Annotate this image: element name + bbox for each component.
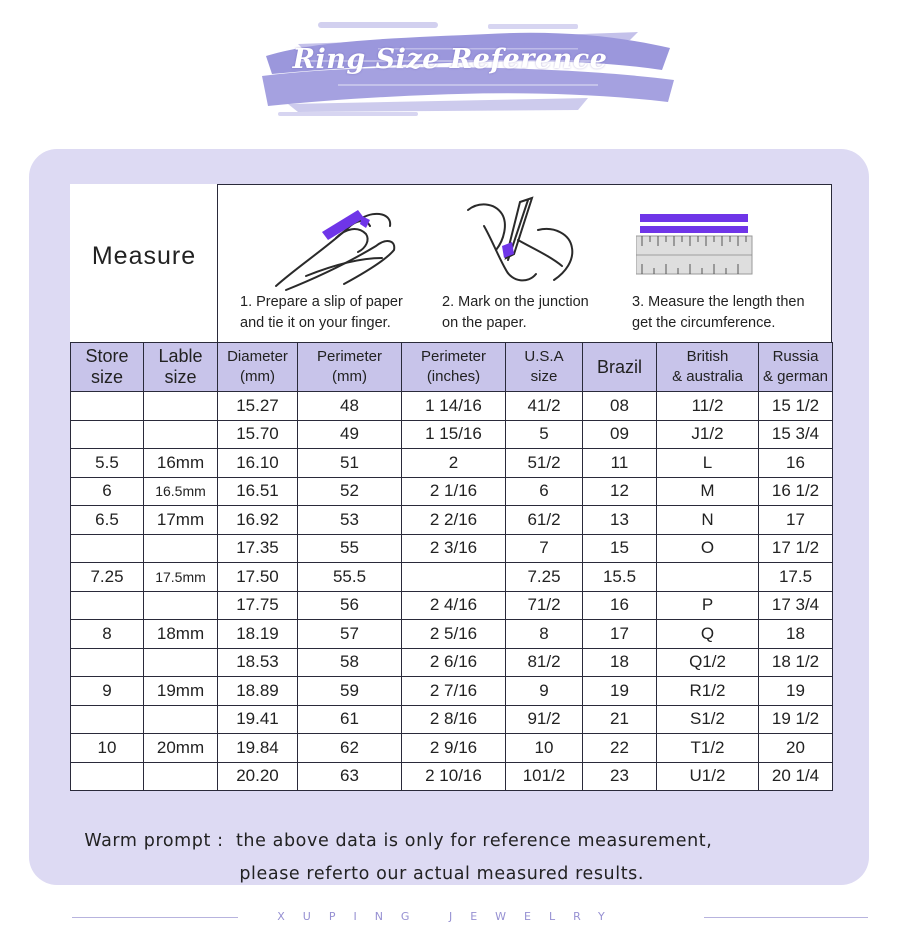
table-cell: 15.5 (583, 563, 657, 592)
table-row (71, 648, 833, 677)
table-cell: 17 3/4 (759, 591, 833, 620)
table-cell: 11 (583, 449, 657, 478)
table-cell: 19 (759, 677, 833, 706)
table-row (71, 506, 833, 535)
table-cell: 59 (298, 677, 402, 706)
table-cell: 20 (759, 734, 833, 763)
table-cell: 15 1/2 (759, 392, 833, 421)
table-cell: 2 1/16 (402, 477, 506, 506)
table-cell (71, 762, 144, 791)
table-cell: 56 (298, 591, 402, 620)
column-header-line: & german (762, 368, 829, 385)
table-cell: 9 (71, 677, 144, 706)
table-cell: O (657, 534, 759, 563)
table-cell: 53 (298, 506, 402, 535)
table-cell: 18mm (144, 620, 218, 649)
table-cell: 08 (583, 392, 657, 421)
column-header (506, 343, 583, 392)
table-cell: 6 (71, 477, 144, 506)
column-header-line: U.S.A (524, 348, 564, 365)
table-cell: 16 1/2 (759, 477, 833, 506)
table-row (71, 620, 833, 649)
column-header-line: Perimeter (316, 348, 383, 365)
table-cell: 48 (298, 392, 402, 421)
table-cell: 17.50 (218, 563, 298, 592)
table-cell (71, 591, 144, 620)
column-header-line: Lable (158, 346, 203, 366)
ruler-icon (636, 212, 756, 278)
table-cell: 19 (583, 677, 657, 706)
table-cell (71, 705, 144, 734)
table-cell: 5 (506, 420, 583, 449)
table-row (71, 762, 833, 791)
table-cell: 62 (298, 734, 402, 763)
table-cell: P (657, 591, 759, 620)
table-cell: 61/2 (506, 506, 583, 535)
table-cell: 20mm (144, 734, 218, 763)
column-header-line: British (686, 348, 729, 365)
step-3-text (632, 292, 805, 334)
table-cell: 2 6/16 (402, 648, 506, 677)
footer-brand: XUPING JEWELRY (277, 910, 623, 923)
table-cell: 19 1/2 (759, 705, 833, 734)
table-cell: 18 1/2 (759, 648, 833, 677)
table-cell: 7.25 (506, 563, 583, 592)
column-header (657, 343, 759, 392)
table-cell (144, 648, 218, 677)
ring-size-table (70, 342, 833, 791)
step-1-line1: 1. Prepare a slip of paper (240, 294, 403, 310)
table-cell: 19.84 (218, 734, 298, 763)
hand-pen-mark-icon (458, 190, 588, 290)
table-cell (144, 705, 218, 734)
table-cell: 18 (759, 620, 833, 649)
table-cell (144, 762, 218, 791)
table-cell: 52 (298, 477, 402, 506)
table-cell: 23 (583, 762, 657, 791)
table-cell: 16.10 (218, 449, 298, 478)
page-title: Ring Size Reference (292, 44, 608, 75)
table-cell: 11/2 (657, 392, 759, 421)
step-2-text (442, 292, 589, 334)
table-cell (71, 420, 144, 449)
table-cell: 18 (583, 648, 657, 677)
column-header (583, 343, 657, 392)
table-cell (71, 392, 144, 421)
table-cell: 16.5mm (144, 477, 218, 506)
table-cell: 7 (506, 534, 583, 563)
table-row (71, 677, 833, 706)
table-cell: 20.20 (218, 762, 298, 791)
table-row (71, 591, 833, 620)
table-cell: 2 4/16 (402, 591, 506, 620)
table-cell: 1 15/16 (402, 420, 506, 449)
column-header-line: size (530, 368, 558, 385)
table-row (71, 534, 833, 563)
table-cell: 17mm (144, 506, 218, 535)
column-header-line: & australia (672, 368, 743, 385)
table-cell: 5.5 (71, 449, 144, 478)
table-row (71, 563, 833, 592)
table-row (71, 420, 833, 449)
step-3-line1: 3. Measure the length then (632, 294, 805, 310)
table-cell (144, 392, 218, 421)
table-cell: 2 7/16 (402, 677, 506, 706)
table-cell: 57 (298, 620, 402, 649)
table-cell: 16 (759, 449, 833, 478)
table-cell: Q1/2 (657, 648, 759, 677)
table-cell: 49 (298, 420, 402, 449)
table-cell: 13 (583, 506, 657, 535)
hand-paper-strip-icon (266, 198, 416, 294)
table-cell: 17 1/2 (759, 534, 833, 563)
table-cell: 17.75 (218, 591, 298, 620)
table-cell: N (657, 506, 759, 535)
table-row (71, 705, 833, 734)
table-cell: 15.27 (218, 392, 298, 421)
table-cell: 17.5mm (144, 563, 218, 592)
column-header-line: Perimeter (420, 348, 487, 365)
table-cell: 71/2 (506, 591, 583, 620)
column-header-line: Diameter (227, 348, 288, 365)
table-header-row (71, 343, 833, 392)
table-cell: 19.41 (218, 705, 298, 734)
table-cell: 81/2 (506, 648, 583, 677)
table-cell: 09 (583, 420, 657, 449)
table-cell: 2 2/16 (402, 506, 506, 535)
table-cell: 22 (583, 734, 657, 763)
table-row (71, 392, 833, 421)
table-cell: 2 10/16 (402, 762, 506, 791)
table-cell: J1/2 (657, 420, 759, 449)
table-cell: 17 (759, 506, 833, 535)
column-header-line: Brazil (596, 356, 642, 377)
column-header-line: (inches) (426, 368, 481, 385)
table-cell: 51 (298, 449, 402, 478)
table-cell: T1/2 (657, 734, 759, 763)
table-cell: 18.53 (218, 648, 298, 677)
table-cell: 58 (298, 648, 402, 677)
table-cell: 55 (298, 534, 402, 563)
table-body (71, 392, 833, 791)
column-header-line: (mm) (332, 368, 367, 385)
table-cell: 16 (583, 591, 657, 620)
table-cell: 17 (583, 620, 657, 649)
table-cell: 19mm (144, 677, 218, 706)
table-cell: R1/2 (657, 677, 759, 706)
measure-cell (70, 184, 218, 342)
column-header (71, 343, 144, 392)
table-cell (402, 563, 506, 592)
table-row (71, 449, 833, 478)
warm-prompt-line2 (227, 844, 644, 884)
table-cell: 16.92 (218, 506, 298, 535)
table-cell: 1 14/16 (402, 392, 506, 421)
measure-heading: Measure (91, 242, 197, 270)
table-cell: 15.70 (218, 420, 298, 449)
table-cell: 21 (583, 705, 657, 734)
step-1-line2: and tie it on your finger. (240, 315, 391, 331)
table-cell: 101/2 (506, 762, 583, 791)
column-header (759, 343, 833, 392)
table-cell (657, 563, 759, 592)
table-cell: 2 9/16 (402, 734, 506, 763)
column-header-line: Russia (772, 348, 819, 365)
table-cell: 8 (506, 620, 583, 649)
table-cell: 91/2 (506, 705, 583, 734)
step-3-line2: get the circumference. (632, 315, 776, 331)
table-cell (144, 420, 218, 449)
column-header (298, 343, 402, 392)
step-1-text (240, 292, 403, 334)
table-cell: 10 (71, 734, 144, 763)
table-cell: 7.25 (71, 563, 144, 592)
column-header-line: Store (85, 346, 129, 366)
table-cell: L (657, 449, 759, 478)
column-header (218, 343, 298, 392)
table-cell: 18.19 (218, 620, 298, 649)
table-cell: 41/2 (506, 392, 583, 421)
warm-prompt-label: Warm prompt : (84, 831, 224, 851)
column-header-line: size (164, 367, 197, 387)
table-cell: 16.51 (218, 477, 298, 506)
table-cell: 63 (298, 762, 402, 791)
table-cell (71, 534, 144, 563)
table-row (71, 734, 833, 763)
table-cell: 20 1/4 (759, 762, 833, 791)
table-cell: 17.5 (759, 563, 833, 592)
column-header (402, 343, 506, 392)
table-cell: 55.5 (298, 563, 402, 592)
table-cell: 18.89 (218, 677, 298, 706)
step-2-line2: on the paper. (442, 315, 527, 331)
table-cell: S1/2 (657, 705, 759, 734)
step-2-line1: 2. Mark on the junction (442, 294, 589, 310)
table-cell: 6.5 (71, 506, 144, 535)
column-header-line: (mm) (240, 368, 275, 385)
column-header-line: size (90, 367, 123, 387)
table-cell (144, 591, 218, 620)
warm-prompt-text-1: the above data is only for reference measurement, (235, 831, 713, 851)
table-cell: 16mm (144, 449, 218, 478)
table-cell: 2 3/16 (402, 534, 506, 563)
table-cell: 15 (583, 534, 657, 563)
table-cell: Q (657, 620, 759, 649)
table-cell: 15 3/4 (759, 420, 833, 449)
table-cell: U1/2 (657, 762, 759, 791)
table-cell: 61 (298, 705, 402, 734)
table-cell: 2 5/16 (402, 620, 506, 649)
table-cell: 9 (506, 677, 583, 706)
table-cell: 51/2 (506, 449, 583, 478)
table-cell: 2 8/16 (402, 705, 506, 734)
table-cell: 17.35 (218, 534, 298, 563)
table-row (71, 477, 833, 506)
table-cell (144, 534, 218, 563)
table-cell: 10 (506, 734, 583, 763)
measure-instructions (218, 184, 832, 342)
table-cell: 2 (402, 449, 506, 478)
table-cell: M (657, 477, 759, 506)
warm-prompt-text-2: please referto our actual measured results. (239, 864, 645, 884)
table-cell: 6 (506, 477, 583, 506)
table-cell (71, 648, 144, 677)
table-cell: 12 (583, 477, 657, 506)
column-header (144, 343, 218, 392)
table-cell: 8 (71, 620, 144, 649)
